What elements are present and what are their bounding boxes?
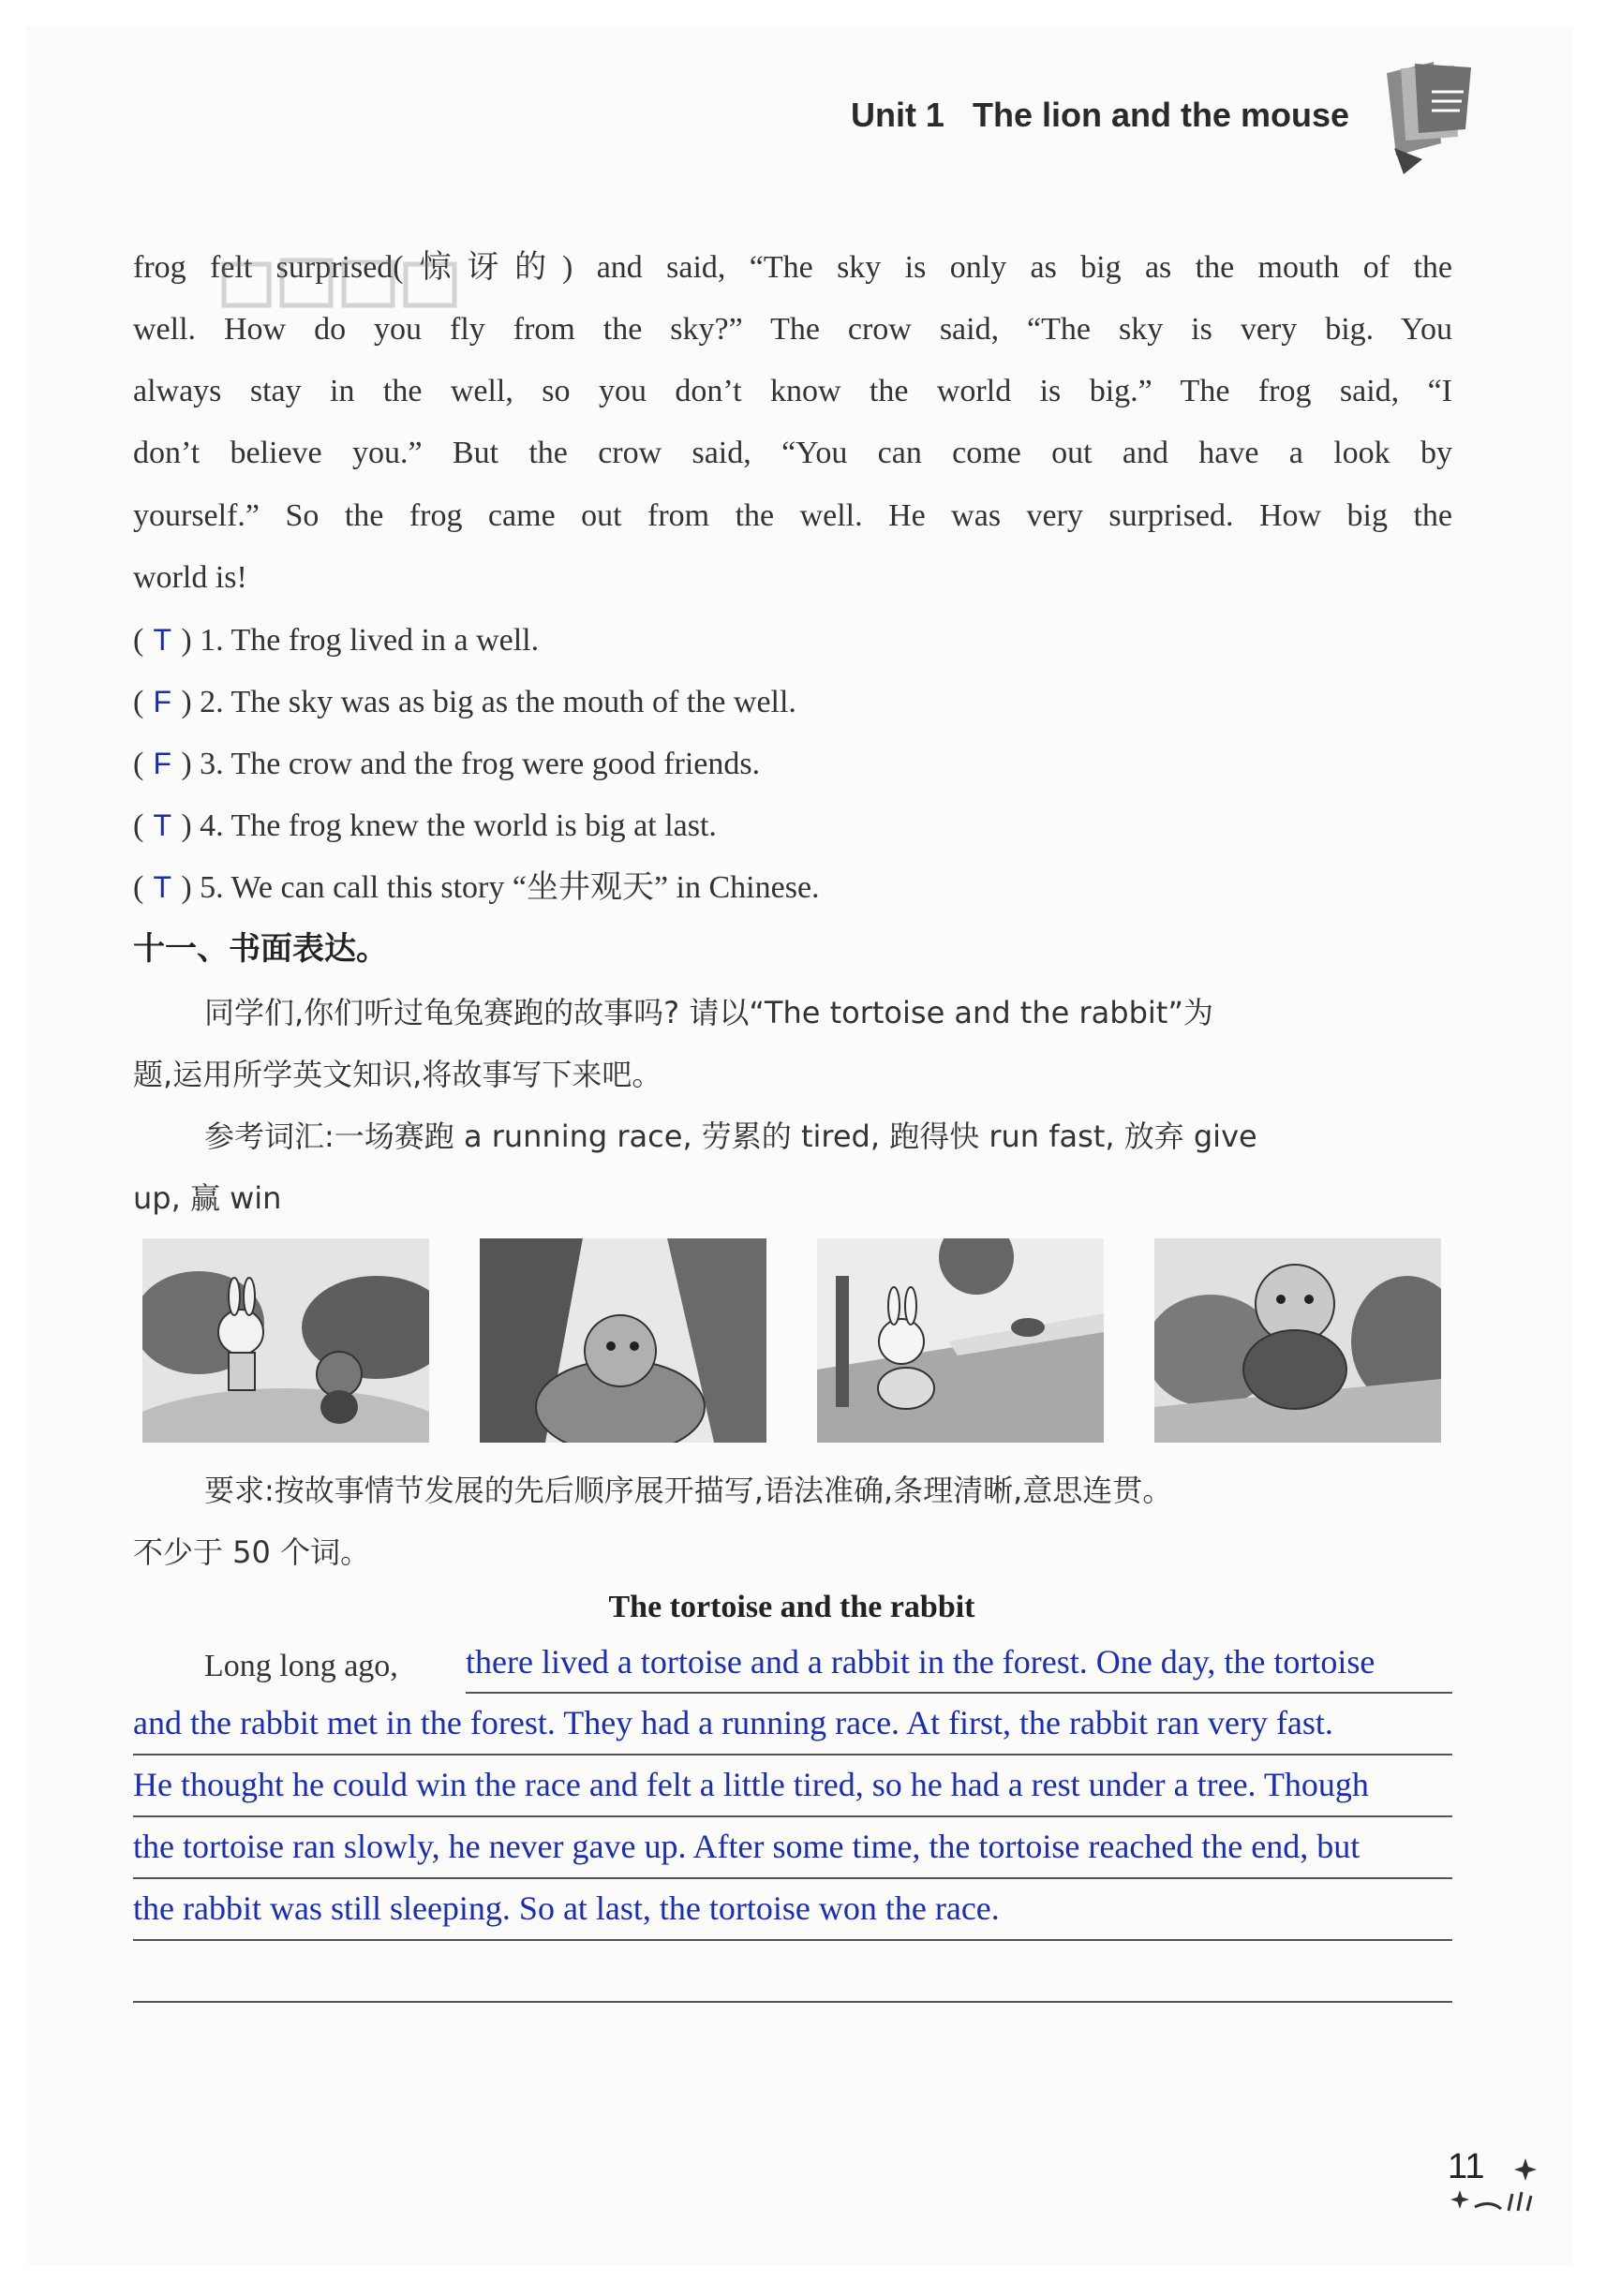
picture-tortoise-on-road: [480, 1238, 766, 1443]
tf-text-3: 3. The crow and the frog were good friends.: [200, 747, 761, 781]
picture-tortoise-wins: [1154, 1238, 1441, 1443]
watermark: [220, 251, 464, 330]
essay-answer-line-1: there lived a tortoise and a rabbit in the forest. One day, the tortoise: [466, 1643, 1376, 1681]
tf-text-1: 1. The frog lived in a well.: [200, 623, 540, 658]
answer-rule-4: [133, 1877, 1452, 1879]
essay-answer-line-4: the tortoise ran slowly, he never gave up. After some time, the tortoise reached the end, but: [133, 1828, 1361, 1865]
tf-text-4: 4. The frog knew the world is big at last.: [200, 808, 717, 843]
answer-rule-5: [133, 1939, 1452, 1941]
page-header: [825, 90, 1349, 146]
essay-answer-line-5: the rabbit was still sleeping. So at last, the tortoise won the race.: [133, 1889, 1000, 1927]
picture-rabbit-resting-under-tree: [817, 1238, 1104, 1443]
tf-question-2: ( F ) 2. The sky was as big as the mouth of the well.: [133, 671, 796, 733]
tf-answer-4: T: [153, 808, 172, 842]
flower-decoration-icon: [1443, 2155, 1546, 2220]
story-pictures: [142, 1238, 1445, 1446]
tf-text-2: 2. The sky was as big as the mouth of the well.: [200, 685, 796, 719]
unit-title: Unit 1 The lion and the mouse: [850, 96, 1349, 134]
requirement-line-1: 要求:按故事情节发展的先后顺序展开描写,语法准确,条理清晰,意思连贯。: [204, 1473, 1173, 1508]
stacked-papers-icon: [1368, 54, 1490, 176]
tf-question-3: ( F ) 3. The crow and the frog were good friends.: [133, 733, 760, 795]
tf-question-5: ( T ) 5. We can call this story “坐井观天” in Chinese.: [133, 856, 820, 919]
vocab-line-1: 参考词汇:一场赛跑 a running race, 劳累的 tired, 跑得快 run fast, 放弃 give: [204, 1118, 1257, 1154]
writing-prompt-line-2: 题,运用所学英文知识,将故事写下来吧。: [133, 1057, 662, 1092]
answer-rule-6: [133, 2001, 1452, 2003]
tf-question-1: ( T ) 1. The frog lived in a well.: [133, 609, 539, 672]
passage-line-1: frog felt surprised(惊讶的) and said, “The sky is only as big as the mouth of the: [133, 250, 1452, 285]
tf-answer-3: F: [153, 747, 172, 780]
section-title: 十一、书面表达。: [133, 930, 388, 968]
tf-answer-5: T: [153, 870, 172, 904]
tf-answer-2: F: [153, 685, 172, 718]
vocab-line-2: up, 赢 win: [133, 1180, 282, 1216]
passage-line-4: don’t believe you.” But the crow said, “You can come out and have a look by: [133, 436, 1452, 470]
passage-line-3: always stay in the well, so you don’t know the world is big.” The frog said, “I: [133, 374, 1452, 408]
tf-question-4: ( T ) 4. The frog knew the world is big at last.: [133, 794, 717, 857]
answer-rule-2: [133, 1754, 1452, 1755]
tf-answer-1: T: [153, 623, 172, 657]
essay-answer-line-2: and the rabbit met in the forest. They had a running race. At first, the rabbit ran very fast.: [133, 1704, 1333, 1741]
writing-prompt-line-1: 同学们,你们听过龟兔赛跑的故事吗? 请以“The tortoise and the rabbit”为: [204, 995, 1213, 1030]
page-number: 11: [1448, 2147, 1485, 2186]
answer-rule-3: [133, 1815, 1452, 1817]
essay-title: The tortoise and the rabbit: [608, 1590, 975, 1624]
picture-rabbit-and-tortoise-meet: [142, 1238, 429, 1443]
answer-rule-1: [466, 1692, 1452, 1694]
requirement-line-2: 不少于 50 个词。: [133, 1534, 371, 1570]
essay-lead: Long long ago,: [204, 1649, 398, 1683]
essay-answer-line-3: He thought he could win the race and felt a little tired, so he had a rest under a tree. Though: [133, 1766, 1369, 1803]
passage-line-6: world is!: [133, 560, 247, 595]
passage-line-2: well. How do you fly from the sky?” The crow said, “The sky is very big. You: [133, 312, 1452, 347]
tf-text-5: 5. We can call this story “坐井观天” in Chinese.: [200, 870, 820, 905]
passage-line-5: yourself.” So the frog came out from the well. He was very surprised. How big the: [133, 498, 1452, 533]
